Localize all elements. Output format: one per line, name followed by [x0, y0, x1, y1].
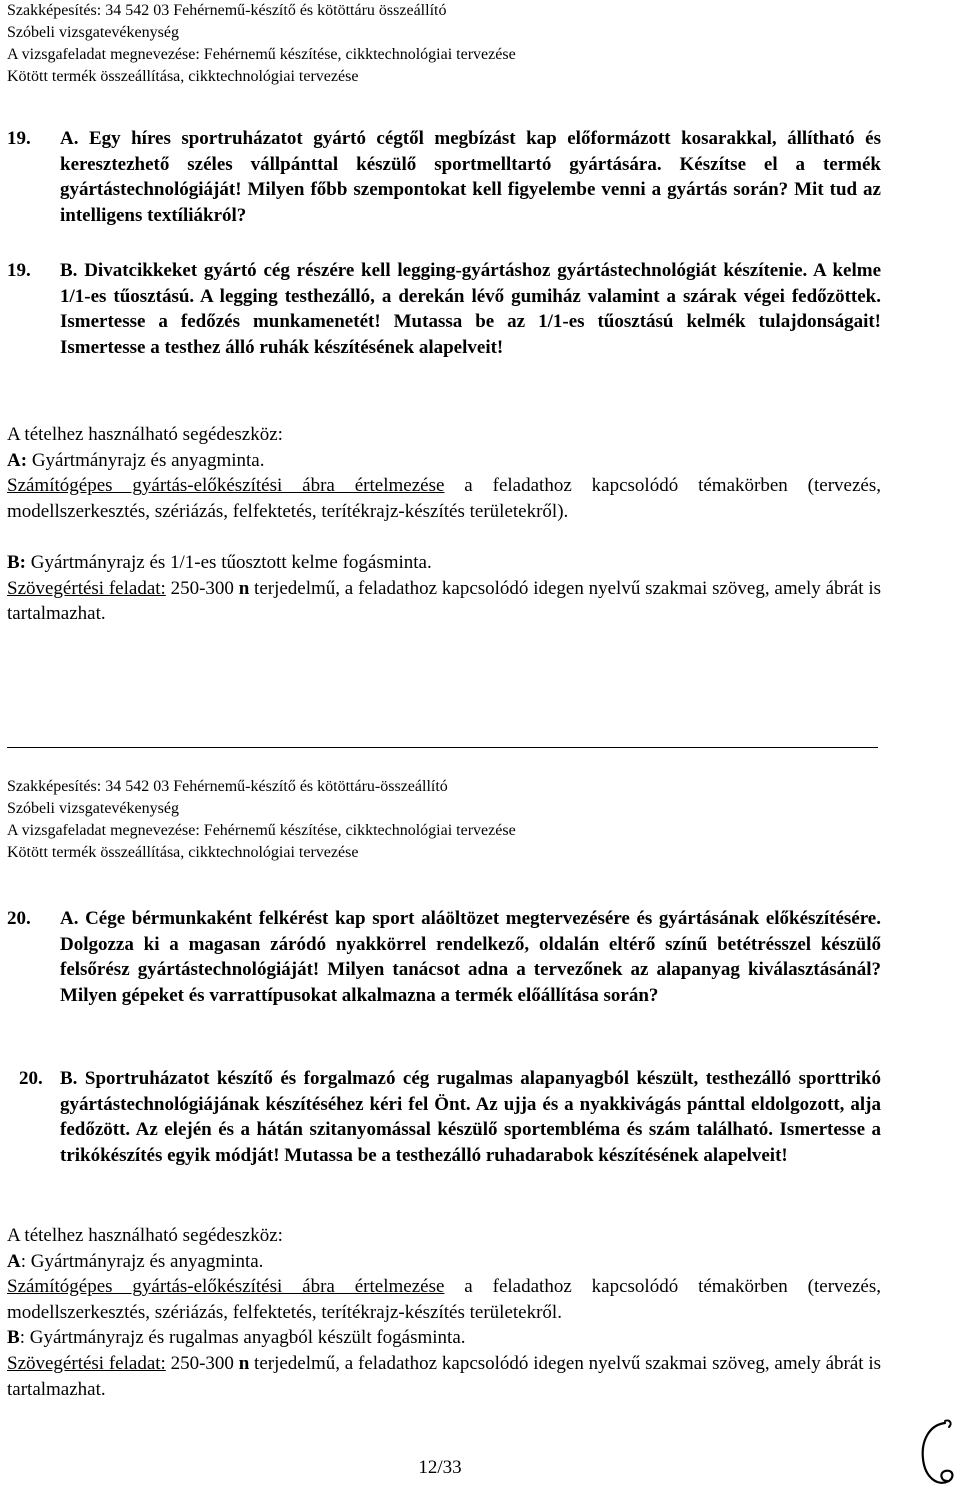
aids-19-reading-rest: terjedelmű, a feladathoz kapcsolódó idegen nyelvű szakmai szöveg, amely ábrát is tartalmazhat. — [7, 577, 881, 625]
task-19b-number: 19. — [7, 260, 31, 281]
aids-20-heading: A tételhez használható segédeszköz: — [7, 1225, 283, 1246]
task-20b-paragraph — [7, 1066, 881, 1168]
header-qualification: Szakképesítés: 34 542 03 Fehérnemű-készítő és kötöttáru-összeállító — [7, 778, 448, 795]
aids-20-cad-link: Számítógépes gyártás-előkészítési ábra értelmezése — [7, 1276, 445, 1298]
header-block-1 — [7, 0, 516, 88]
header-task-name: A vizsgafeladat megnevezése: Fehérnemű készítése, cikktechnológiai tervezése — [7, 822, 516, 839]
task-19b — [7, 258, 881, 360]
aids-19-b — [7, 550, 881, 576]
aids-20-a-label: A — [7, 1250, 21, 1272]
aids-19-heading: A tételhez használható segédeszköz: — [7, 424, 283, 445]
task-19b-text: B. Divatcikkeket gyártó cég részére kell legging-gyártáshoz gyártástechnológiát készítenie. A kelme 1/1-es tűosztású. A legging testhezálló, a derekán lévő gumiház valamint a szárak végei fedőzöttek. Ismertesse a fedőzés munkamenetét! Mutassa be az 1/1-es tűosztású kelmék tulajdonságait! Ismertesse a testhez álló ruhák készítésének alapelveit! — [60, 260, 881, 358]
aids-19-reading — [7, 576, 881, 627]
aids-20-a-text: : Gyártmányrajz és anyagminta. — [20, 1250, 264, 1272]
aids-19-cad-link: Számítógépes gyártás-előkészítési ábra értelmezése — [7, 475, 445, 497]
task-20a — [7, 906, 881, 1008]
task-19b-paragraph — [7, 258, 881, 360]
aids-20-reading — [7, 1351, 881, 1402]
aids-20-b-text: : Gyártmányrajz és rugalmas anyagból készült fogásminta. — [19, 1327, 466, 1349]
aids-19-b-text: Gyártmányrajz és 1/1-es tűosztott kelme fogásminta. — [26, 551, 432, 573]
aids-19-b-label: B: — [7, 551, 26, 573]
aids-20-reading-n: n — [238, 1352, 250, 1374]
header-exam-activity: Szóbeli vizsgatevékenység — [7, 24, 179, 41]
aids-19-a-label: A: — [7, 449, 28, 471]
aids-20-cad-rest: a feladathoz kapcsolódó témakörben (tervezés, modellszerkesztés, szériázás, felfektetés, terítékrajz-készítés területekről. — [7, 1276, 881, 1323]
task-20b — [7, 1066, 881, 1168]
header-subtitle: Kötött termék összeállítása, cikktechnológiai tervezése — [7, 68, 359, 85]
task-19a — [7, 126, 881, 228]
page-number: 12/33 — [418, 1457, 462, 1478]
header-subtitle: Kötött termék összeállítása, cikktechnológiai tervezése — [7, 844, 359, 861]
aids-19-cad-rest: a feladathoz kapcsolódó témakörben (tervezés, modellszerkesztés, szériázás, felfektetés, terítékrajz-készítés területekről). — [7, 475, 881, 522]
aids-20-reading-rest: terjedelmű, a feladathoz kapcsolódó idegen nyelvű szakmai szöveg, amely ábrát is tartalmazhat. — [7, 1352, 881, 1400]
aids-19-reading-n: n — [238, 577, 250, 599]
aids-20-b-label: B — [7, 1327, 20, 1349]
aids-19-reading-pre: 250-300 — [165, 577, 239, 599]
aids-20-reading-pre: 250-300 — [165, 1352, 239, 1374]
aids-19-cad — [7, 473, 881, 524]
task-20a-text: A. Cége bérmunkaként felkérést kap sport aláöltözet megtervezésére és gyártásának előkészítésére. Dolgozza ki a magasan záródó nyakkörrel rendelkező, oldalán eltérő színű betétrésszel készülő felsőrész gyártástechnológiáját! Milyen tanácsot adna a tervezőnek az alapanyag kiválasztásánál? Milyen gépeket és varrattípusokat alkalmazna a termék előállítása során? — [60, 908, 881, 1006]
aids-19 — [7, 422, 881, 627]
header-qualification: Szakképesítés: 34 542 03 Fehérnemű-készítő és kötöttáru összeállító — [7, 2, 447, 19]
aids-19-a — [7, 448, 881, 474]
aids-20-reading-link: Szövegértési feladat: — [7, 1352, 166, 1374]
aids-20-cad — [7, 1274, 881, 1325]
header-task-name: A vizsgafeladat megnevezése: Fehérnemű készítése, cikktechnológiai tervezése — [7, 46, 516, 63]
aids-20-b — [7, 1325, 881, 1351]
task-19a-paragraph — [7, 126, 881, 228]
aids-19-reading-link: Szövegértési feladat: — [7, 577, 166, 599]
task-20a-number: 20. — [7, 908, 31, 929]
aids-20-a — [7, 1249, 881, 1275]
task-19a-number: 19. — [7, 128, 31, 149]
task-20b-text: B. Sportruházatot készítő és forgalmazó cég rugalmas alapanyagból készült, testhezálló sporttrikó gyártástechnológiájának készítéséhez kéri fel Önt. Az ujja és a nyakkivágás pánttal eldolgozott, alja fedőzött. Az elején és a hátán szitanyomással készülő sportembléma és szám található. Ismertesse a trikókészítés egyik módját! Mutassa be a testhezálló ruhadarabok készítésének alapelveit! — [60, 1068, 881, 1166]
task-19a-text: A. Egy híres sportruházatot gyártó cégtől megbízást kap előformázott kosarakkal, állítható és keresztezhető széles vállpánttal készülő sportmelltartó gyártására. Készítse el a termék gyártástechnológiáját! Milyen főbb szempontokat kell figyelembe venni a gyártás során? Mit tud az intelligens textíliákról? — [60, 128, 881, 226]
aids-19-spacer — [7, 524, 881, 550]
aids-20 — [7, 1223, 881, 1402]
header-block-2 — [7, 776, 516, 864]
task-20a-paragraph — [7, 906, 881, 1008]
header-exam-activity: Szóbeli vizsgatevékenység — [7, 800, 179, 817]
section-divider — [7, 747, 878, 748]
signature-icon — [915, 1415, 957, 1497]
task-20b-number: 20. — [19, 1068, 43, 1089]
aids-19-a-text: Gyártmányrajz és anyagminta. — [27, 449, 265, 471]
